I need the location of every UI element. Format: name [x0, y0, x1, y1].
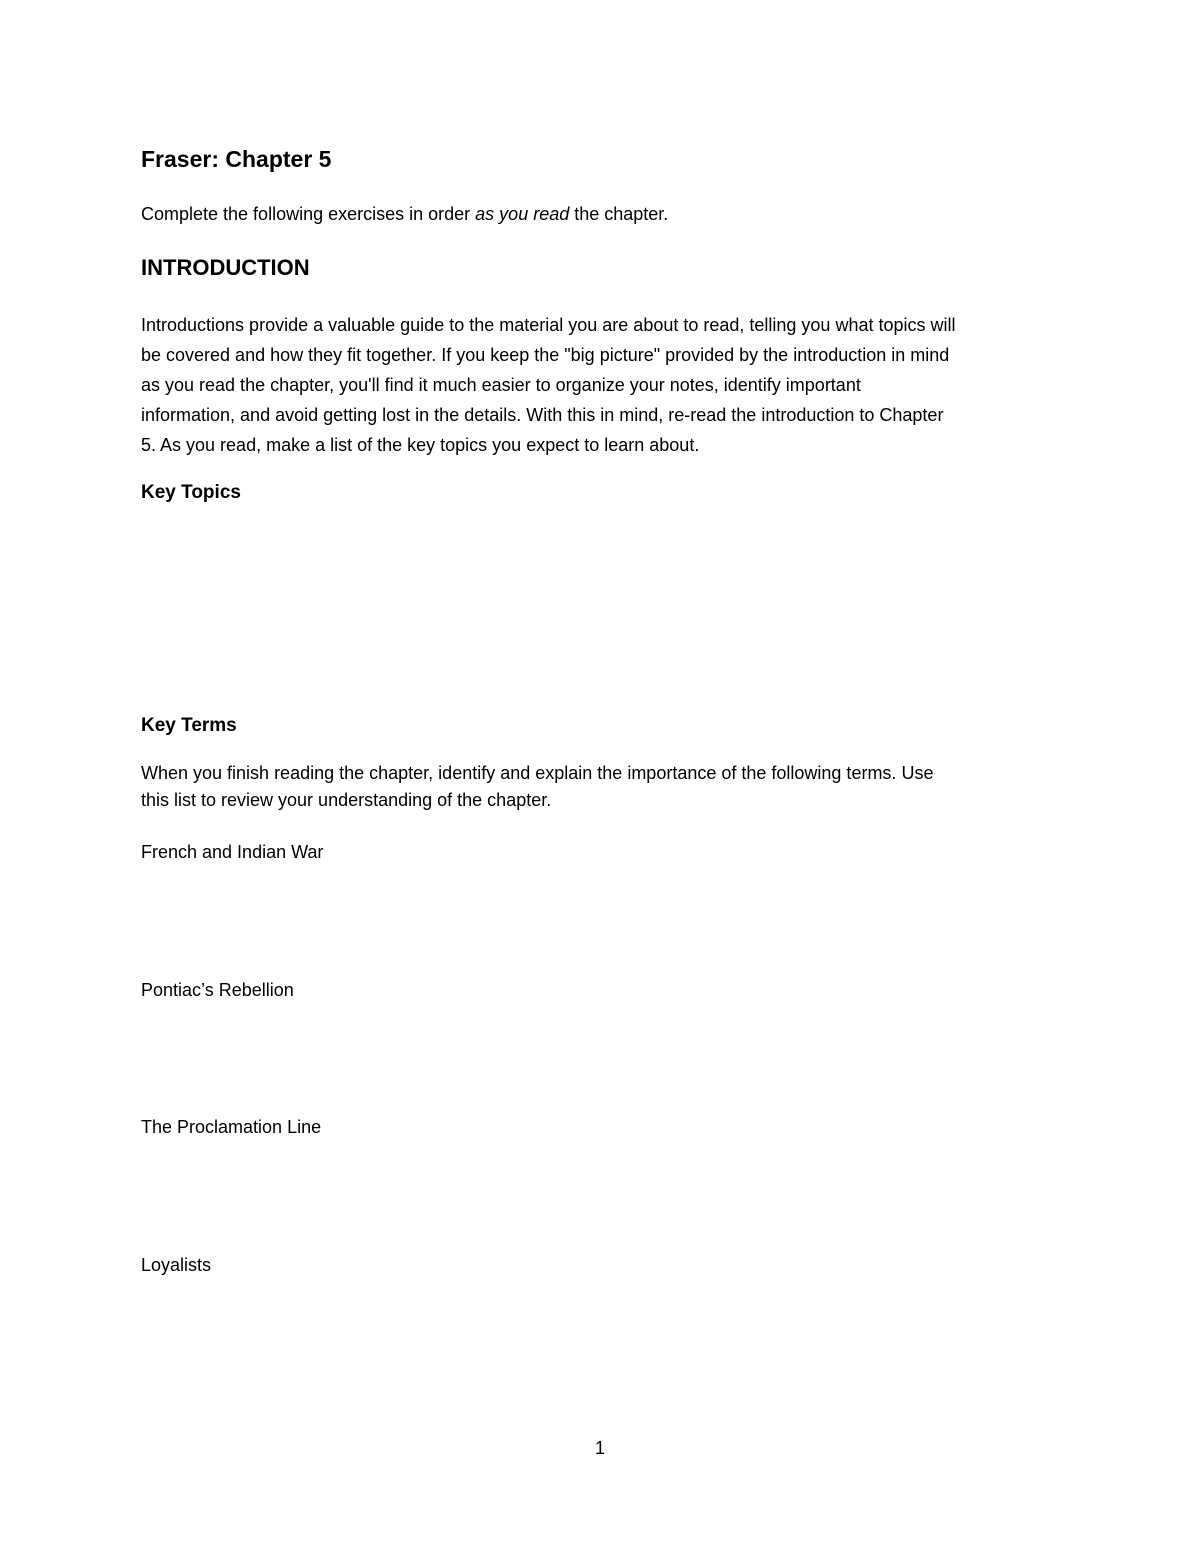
paragraph-line: 5. As you read, make a list of the key topics you expect to learn about. — [141, 435, 700, 455]
key-term-pontiacs-rebellion: Pontiac’s Rebellion — [141, 980, 294, 1000]
paragraph-line: information, and avoid getting lost in the details. With this in mind, re-read the introduction to Chapter — [141, 405, 944, 425]
paragraph-line: Introductions provide a valuable guide to the material you are about to read, telling you what topics will — [141, 315, 956, 335]
page-number: 1 — [594, 1438, 605, 1458]
introduction-paragraph — [141, 310, 1061, 460]
key-term-french-and-indian-war: French and Indian War — [141, 842, 324, 862]
instruction-emphasis: as you read — [475, 204, 570, 224]
paragraph-line: as you read the chapter, you'll find it much easier to organize your notes, identify important — [141, 375, 861, 395]
instruction-text-after: the chapter. — [569, 204, 669, 224]
paragraph-line: be covered and how they fit together. If you keep the "big picture" provided by the introduction in mind — [141, 345, 950, 365]
key-terms-instructions — [141, 760, 1061, 814]
key-term-proclamation-line: The Proclamation Line — [141, 1117, 322, 1137]
page-title: Fraser: Chapter 5 — [141, 146, 332, 172]
instruction-text-line: When you finish reading the chapter, identify and explain the importance of the following terms. Use — [141, 763, 934, 783]
instruction-text-line: this list to review your understanding of the chapter. — [141, 790, 552, 810]
instruction-line — [141, 202, 668, 226]
instruction-text-before: Complete the following exercises in order — [141, 204, 476, 224]
key-topics-heading: Key Topics — [141, 482, 241, 503]
key-terms-heading: Key Terms — [141, 715, 237, 736]
key-term-loyalists: Loyalists — [141, 1255, 212, 1275]
section-heading-introduction: INTRODUCTION — [141, 255, 310, 280]
